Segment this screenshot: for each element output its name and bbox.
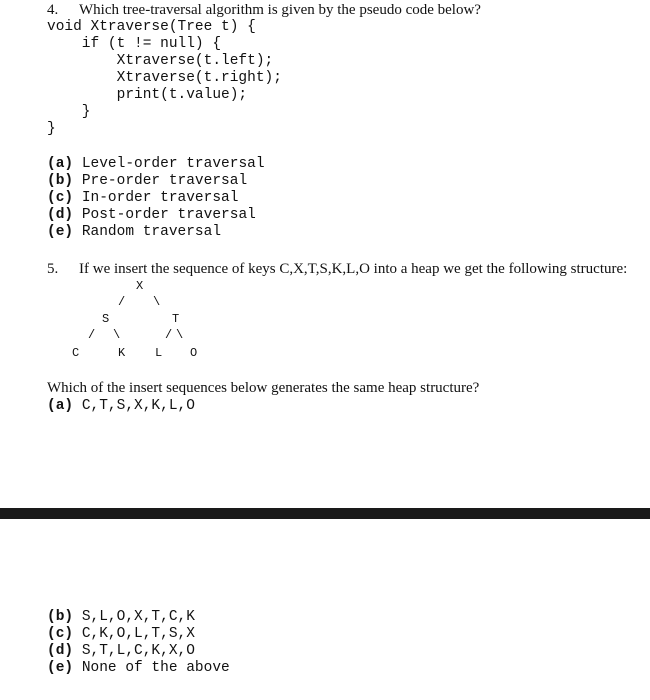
- code-line: }: [47, 104, 91, 120]
- option-a: [47, 156, 265, 173]
- option-a: [47, 398, 195, 415]
- heap-edge: /: [88, 328, 96, 342]
- heap-edge: \: [153, 295, 161, 309]
- question-4-text: Which tree-traversal algorithm is given by the pseudo code below?: [79, 2, 481, 18]
- code-line: void Xtraverse(Tree t) {: [47, 19, 256, 35]
- option-text: C,K,O,L,T,S,X: [81, 626, 195, 642]
- code-line: Xtraverse(t.right);: [47, 70, 282, 86]
- heap-edge: \: [176, 328, 184, 342]
- option-letter: (b): [47, 609, 74, 625]
- option-text: S,T,L,C,K,X,O: [81, 643, 195, 659]
- option-letter: (a): [47, 398, 74, 414]
- code-line: print(t.value);: [47, 87, 248, 103]
- heap-edge: \: [113, 328, 121, 342]
- option-text: S,L,O,X,T,C,K: [81, 609, 195, 625]
- option-letter: (b): [47, 173, 74, 189]
- heap-edge: /: [165, 328, 173, 342]
- option-letter: (e): [47, 224, 74, 240]
- option-letter: (c): [47, 190, 74, 206]
- heap-node-left: S: [102, 312, 110, 326]
- option-text: Random traversal: [81, 224, 222, 240]
- heap-node-right-left: L: [155, 346, 163, 360]
- option-b: [47, 609, 195, 626]
- option-letter: (e): [47, 660, 74, 676]
- option-text: Post-order traversal: [81, 207, 256, 223]
- code-line: Xtraverse(t.left);: [47, 53, 274, 69]
- heap-node-right: T: [172, 312, 180, 326]
- code-line: }: [47, 121, 56, 137]
- option-text: In-order traversal: [81, 190, 239, 206]
- option-letter: (d): [47, 643, 74, 659]
- question-5-text: If we insert the sequence of keys C,X,T,S,K,L,O into a heap we get the following structure:: [79, 261, 628, 277]
- option-letter: (d): [47, 207, 74, 223]
- heap-node-right-right: O: [190, 346, 198, 360]
- option-c: [47, 626, 195, 643]
- option-text: Level-order traversal: [81, 156, 265, 172]
- option-d: [47, 207, 256, 224]
- heap-node-left-left: C: [72, 346, 80, 360]
- code-line: if (t != null) {: [47, 36, 222, 52]
- option-text: Pre-order traversal: [81, 173, 248, 189]
- heap-edge: /: [118, 295, 126, 309]
- heap-node-left-right: K: [118, 346, 126, 360]
- question-4-number: 4.: [47, 2, 59, 18]
- option-letter: (c): [47, 626, 74, 642]
- option-text: C,T,S,X,K,L,O: [81, 398, 195, 414]
- option-e: [47, 224, 221, 241]
- heap-node-root: X: [136, 279, 144, 293]
- question-5-subquestion: Which of the insert sequences below generates the same heap structure?: [47, 380, 480, 396]
- option-b: [47, 173, 247, 190]
- option-d: [47, 643, 195, 660]
- option-text: None of the above: [81, 660, 230, 676]
- page-divider: [0, 508, 650, 519]
- option-e: [47, 660, 230, 677]
- option-c: [47, 190, 238, 207]
- question-5-number: 5.: [47, 261, 59, 277]
- option-letter: (a): [47, 156, 74, 172]
